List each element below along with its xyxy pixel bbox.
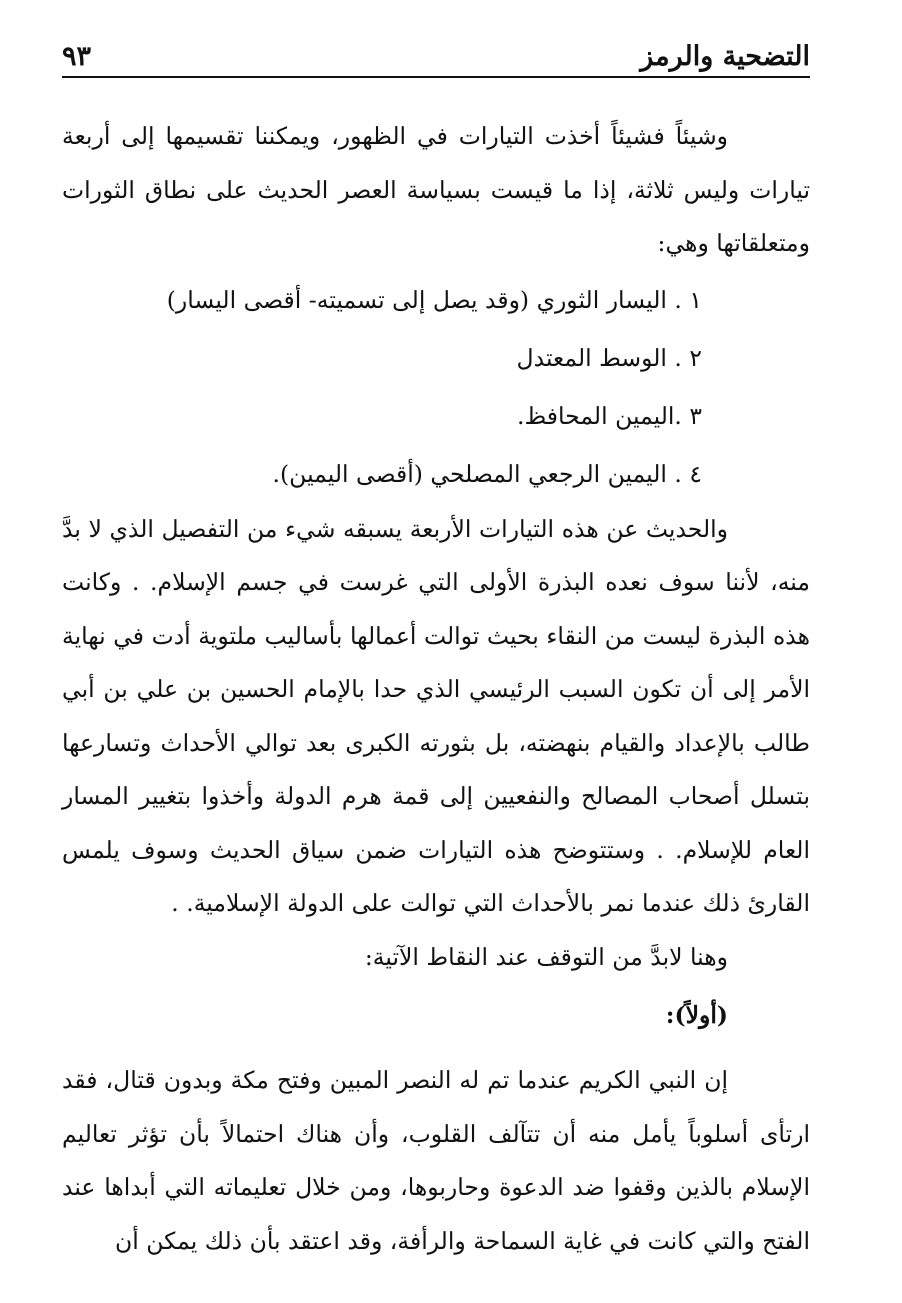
running-title: التضحية والرمز: [640, 41, 810, 72]
body-text: [62, 110, 810, 1268]
running-header: [62, 34, 810, 74]
header-rule: [62, 76, 810, 78]
second-paragraph: والحديث عن هذه التيارات الأربعة يسبقه شيء من التفصيل الذي لا بدَّ منه، لأننا سوف نعده البذرة الأولى التي غرست في جسم الإسلام. . وكانت هذه البذرة ليست من النقاء بحيث توالت أعمالها بأساليب ملتوية أدت في نهاية الأمر إلى أن تكون السبب الرئيسي الذي حدا بالإمام الحسين بن علي بن أبي طالب بالإعداد والقيام بنهضته، بل بثورته الكبرى بعد توالي الأحداث وتسارعها بتسلل أصحاب المصالح والنفعيين إلى قمة هرم الدولة وأخذوا بتغيير المسار العام للإسلام. . وستتوضح هذه التيارات ضمن سياق الحديث وسوف يلمس القارئ ذلك عندما نمر بالأحداث التي توالت على الدولة الإسلامية. .: [62, 514, 810, 917]
first-point-heading: (أولاً):: [665, 1001, 728, 1029]
currents-list: [62, 271, 810, 503]
third-paragraph: إن النبي الكريم عندما تم له النصر المبين وفتح مكة وبدون قتال، فقد ارتأى أسلوباً يأمل منه أن تتآلف القلوب، وأن هناك احتمالاً بأن تؤثر تعاليم الإسلام بالذين وقفوا ضد الدعوة وحاربوها، ومن خلال تعليماته التي أبداها عند الفتح والتي كانت في غاية السماحة والرأفة، وقد اعتقد بأن ذلك يمكن أن: [62, 1066, 810, 1255]
spacer: [62, 1046, 810, 1054]
page-number: ٩٣: [62, 41, 92, 72]
list-item: ٤ . اليمين الرجعي المصلحي (أقصى اليمين).: [272, 459, 702, 488]
list-item: ١ . اليسار الثوري (وقد يصل إلى تسميته- أقصى اليسار): [166, 285, 702, 314]
points-intro: وهنا لابدَّ من التوقف عند النقاط الآتية:: [364, 942, 728, 971]
list-item: ٢ . الوسط المعتدل: [516, 343, 702, 372]
list-item: ٣ .اليمين المحافظ.: [517, 401, 702, 430]
intro-paragraph: وشيئاً فشيئاً أخذت التيارات في الظهور، ويمكننا تقسيمها إلى أربعة تيارات وليس ثلاثة، إذا ما قيست بسياسة العصر الحديث على نطاق الثورات ومتعلقاتها وهي:: [62, 122, 810, 257]
